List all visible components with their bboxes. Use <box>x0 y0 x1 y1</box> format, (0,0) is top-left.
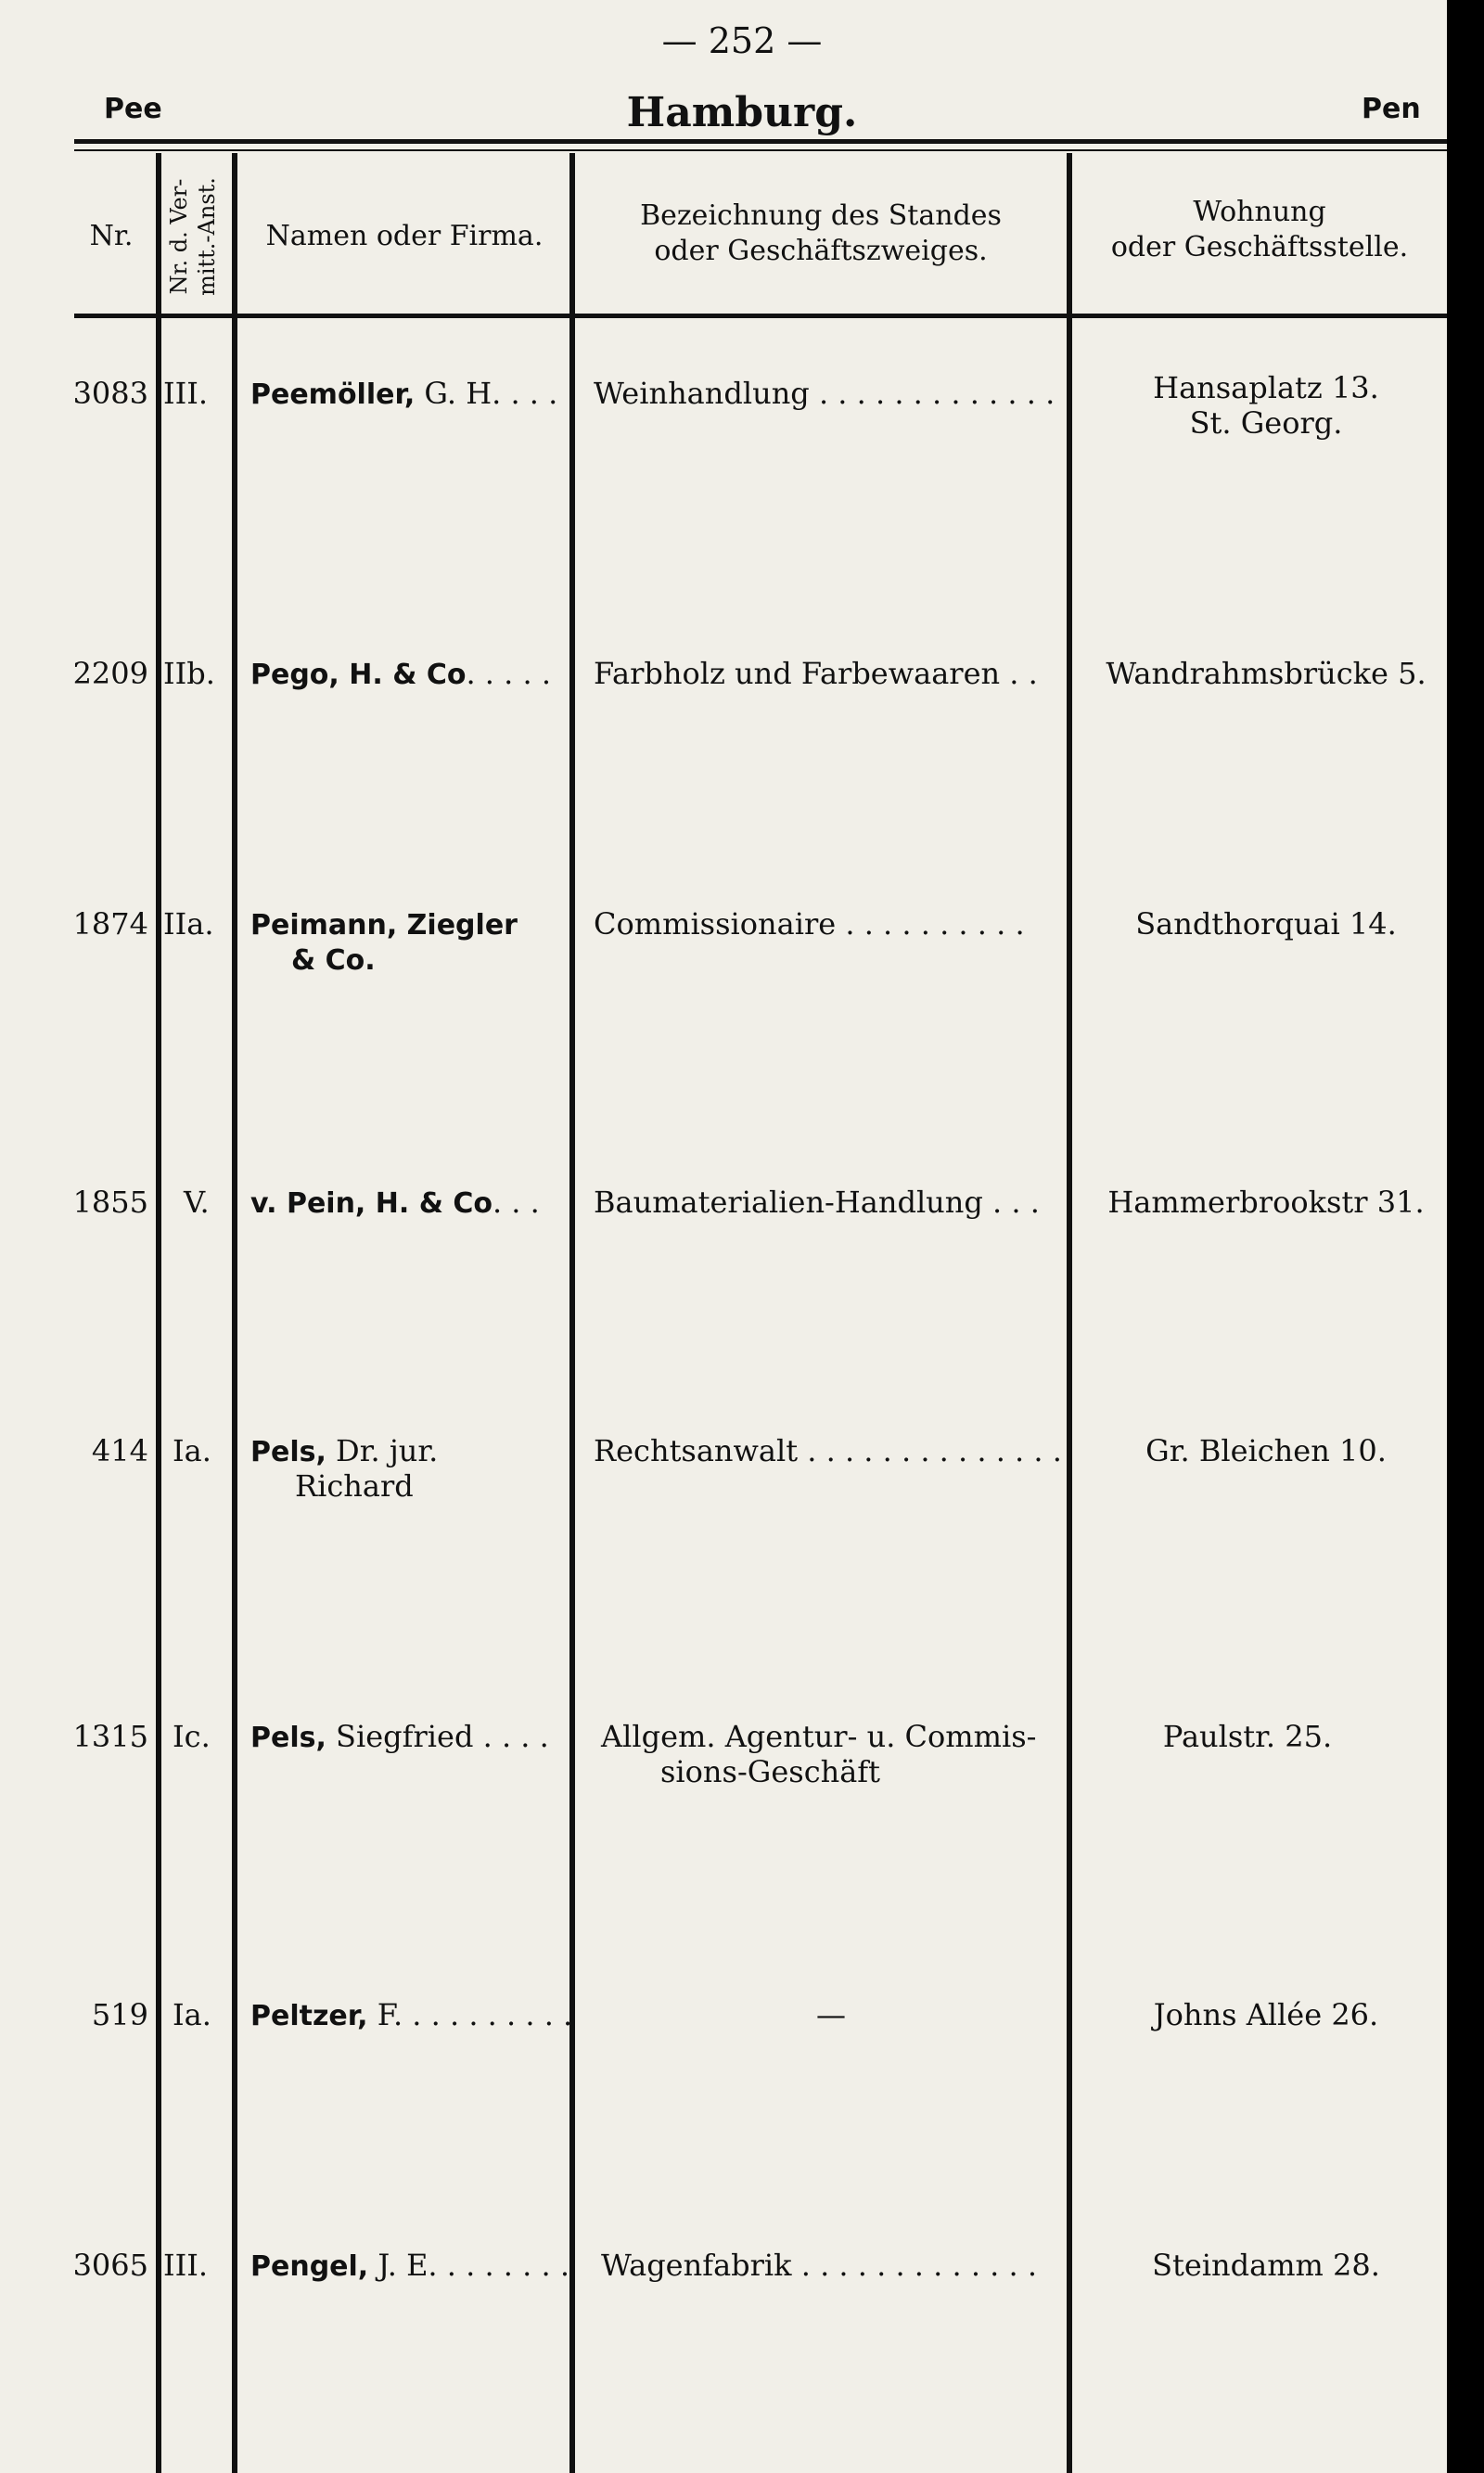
column-divider <box>569 153 575 2473</box>
entry-class: Ia. <box>173 1997 211 2032</box>
column-header-business-line1: Bezeichnung des Standes <box>640 199 1002 232</box>
column-header-business-line2: oder Geschäftszweiges. <box>654 235 988 267</box>
entry-description: Farbholz und Farbewaaren . . <box>594 656 1038 691</box>
column-header-business <box>575 199 1067 269</box>
entry-class: V. <box>184 1185 210 1220</box>
entry-number: 1855 <box>72 1185 148 1220</box>
entry-description: Commissionaire . . . . . . . . . . <box>594 906 1025 942</box>
entry-description: Baumaterialien-Handlung . . . <box>594 1185 1040 1220</box>
entry-class: Ic. <box>173 1719 211 1754</box>
entry-description: Wagenfabrik . . . . . . . . . . . . . <box>601 2248 1038 2283</box>
entry-address: Johns Allée 26. <box>1153 1997 1379 2032</box>
column-header-address-line1: Wohnung <box>1193 196 1326 228</box>
entry-number: 1315 <box>72 1719 148 1754</box>
column-divider <box>232 153 237 2473</box>
entry-address: Gr. Bleichen 10. <box>1145 1433 1387 1468</box>
running-head-right: Pen <box>1362 93 1421 125</box>
entry-name: Peimann, Ziegler <box>250 909 518 942</box>
entry-description: Allgem. Agentur- u. Commis- <box>601 1719 1037 1754</box>
column-divider <box>156 153 161 2473</box>
entry-name: Peemöller, G. H. . . . <box>250 376 558 411</box>
running-head-title: Hamburg. <box>626 89 858 136</box>
entry-number: 3065 <box>72 2248 148 2283</box>
entry-address: Steindamm 28. <box>1152 2248 1380 2283</box>
entry-name-line2: & Co. <box>291 944 376 977</box>
entry-number: 519 <box>91 1997 148 2032</box>
entry-description-line2: sions-Geschäft <box>660 1754 880 1789</box>
page-number: — 252 — <box>661 20 823 61</box>
entry-description: — <box>816 1997 846 2032</box>
header-rule-top-thin <box>74 149 1447 151</box>
entry-name: Peltzer, F. . . . . . . . . . <box>250 1997 573 2032</box>
entry-number: 3083 <box>72 376 148 411</box>
entry-address-line2: St. Georg. <box>1189 405 1343 441</box>
entry-class: IIb. <box>163 656 215 691</box>
header-rule-top <box>74 139 1447 144</box>
entry-address: Wandrahmsbrücke 5. <box>1106 656 1426 691</box>
header-rule-bottom <box>74 314 1447 318</box>
entry-name: Pengel, J. E. . . . . . . . <box>250 2248 569 2283</box>
entry-class: IIa. <box>163 906 214 942</box>
entry-name-line2: Richard <box>295 1468 414 1504</box>
entry-description: Rechtsanwalt . . . . . . . . . . . . . . <box>594 1433 1062 1468</box>
entry-description: Weinhandlung . . . . . . . . . . . . . <box>594 376 1055 411</box>
column-header-address <box>1072 195 1447 265</box>
entry-name: Pels, Dr. jur. <box>250 1433 439 1468</box>
entry-class: III. <box>163 2248 209 2283</box>
column-header-nr: Nr. <box>89 220 134 252</box>
running-head-left: Pee <box>104 93 162 125</box>
entry-address: Sandthorquai 14. <box>1135 906 1397 942</box>
column-header-address-line2: oder Geschäftsstelle. <box>1110 231 1409 263</box>
entry-address: Hammerbrookstr 31. <box>1107 1185 1425 1220</box>
entry-name: Pego, H. & Co. . . . . <box>250 656 551 691</box>
entry-number: 1874 <box>72 906 148 942</box>
entry-name: Pels, Siegfried . . . . <box>250 1719 549 1754</box>
entry-name: v. Pein, H. & Co. . . <box>250 1185 540 1220</box>
entry-address: Hansaplatz 13. <box>1153 370 1379 405</box>
entry-number: 2209 <box>72 656 148 691</box>
entry-number: 414 <box>91 1433 148 1468</box>
column-header-vermittlung: Nr. d. Ver- mitt.-Anst. <box>166 177 220 296</box>
entry-class: Ia. <box>173 1433 211 1468</box>
column-header-name: Namen oder Firma. <box>265 220 544 252</box>
column-divider <box>1067 153 1072 2473</box>
entry-class: III. <box>163 376 209 411</box>
entry-address: Paulstr. 25. <box>1162 1719 1333 1754</box>
